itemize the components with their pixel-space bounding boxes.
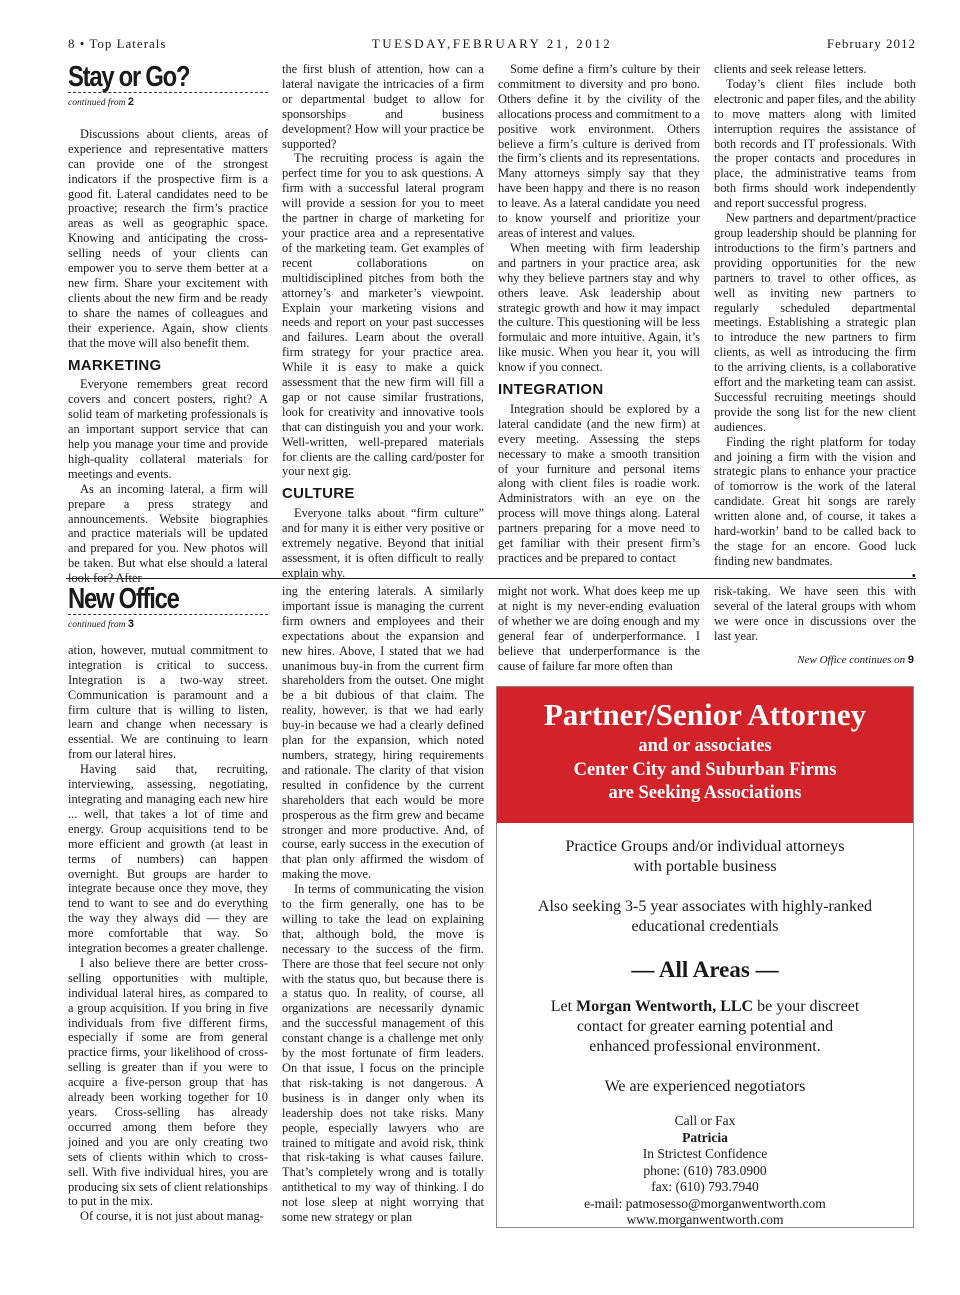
contact-phone: phone: (610) 783.0900 <box>643 1162 767 1178</box>
ad-line: contact for greater earning potential and <box>576 1018 834 1035</box>
paragraph: When meeting with firm leadership and partners in your practice area, ask why they believe partners stay and why others leave. Ask leadership about strategic growth and how it may impact the culture. This questioning will be less formulaic and more intuitive. Again, it’s like music. When you hear it, you will know if you connect. <box>498 240 700 375</box>
office-headline: New Office <box>68 583 179 615</box>
company-name: Morgan Wentworth, LLC <box>576 998 754 1015</box>
paragraph: the first blush of attention, how can a lateral navigate the intricacies of a firm or departmental budget to allow for sponsorships and business development? How will your practice be supported? <box>282 62 484 151</box>
contact-confidence: In Strictest Confidence <box>642 1146 768 1161</box>
paragraph: Some define a firm’s culture by their commitment to diversity and pro bono. Others define it by the civility of the allocations process and commitment to a positive work environment. Others believe a firm’s culture is derived from the firm’s clients and its representations. Many attorneys simply say that they have been happy and there is no reason to leave. As a lateral candidate you need to know yourself and prioritize your areas of interest and values. <box>498 62 700 240</box>
paragraph: The recruiting process is again the perfect time for you to ask questions. A firm with a successful lateral program will provide a session for you to meet the partner in charge of marketing for your practice area and a representative of the marketing team. Get examples of recent collaborations on multidisciplined pitches from both the attorney’s and marketer’s viewpoint. Explain your marketing visions and needs and report on your past successes and failures. Learn about the overall firm strategy for your practice area. While it is easy to make a quick assessment that the new firm will fill a gap or not cause similar frustrations, look for creativity and innovative tools that can distinguish you and your work. Well-written, well-prepared materials for clients are the calling card/poster for your next gig. <box>282 151 484 479</box>
stay-col-2 <box>282 62 484 580</box>
paragraph: might not work. What does keep me up at night is my never-ending evaluation of whether we are doing enough and my general fear of underperformance. I believe that underperformance is the cause of failure far more often than <box>498 584 700 673</box>
page-header <box>68 36 916 54</box>
ad-line: Practice Groups and/or individual attorneys <box>565 838 845 855</box>
page-folio: 8 • Top Laterals <box>68 36 167 51</box>
ad-subtitle: are Seeking Associations <box>608 783 802 803</box>
ad-title: Partner/Senior Attorney <box>543 697 867 732</box>
section-heading-marketing: MARKETING <box>68 356 162 374</box>
paragraph: Discussions about clients, areas of experience and representative matters can provide one of the strongest indicators if the prospective firm is a good fit. Lateral candidates need to be proactive; research the firm’s practice areas as well as geographic space. Knowing and anticipating the cross-selling needs of your clients can empower you to serve them better at a new firm. Share your excitement with clients about the new firm and be ready to share the names of colleagues and their experience. Again, show clients that the move will also benefit them. <box>68 126 268 350</box>
paragraph: New partners and department/practice group leadership should be planning for introductions to the firm’s partners and providing opportunities for the new partners to travel to other offices, as well as inviting new partners to regularly scheduled departmental meetings. Establishing a strategic plan to introduce the new partners to firm clients, as well as introducing the firm to the arriving clients, is a collaborative effort and the marketing team can assist. Successful recruiting meetings should provide the song list for the new client audiences. <box>714 211 916 434</box>
paragraph: I also believe there are better cross-selling opportunities with multiple, individual lateral hires, as compared to a group acquisition. If you bring in five individuals from five different firms, especially if some are from general practice firms, your likelihood of cross-selling is greater than if you were to acquire a five-person group that has already been working together for 10 years. Cross-selling has already occurred among them before they joined and you are only creating two sets of clients within which to cross-sell. With five individual hires, you are producing six sets of client relationships to put in the mix. <box>68 955 268 1209</box>
ad-line: educational credentials <box>631 918 779 935</box>
all-areas: — All Areas — <box>631 957 779 982</box>
section-heading-culture: CULTURE <box>282 485 355 503</box>
contact-email[interactable]: e-mail: patmosesso@morganwentworth.com <box>584 1195 826 1211</box>
office-col-2 <box>282 584 484 1232</box>
paragraph: As an incoming lateral, a firm will prepare a press strategy and announcements. Website biographies and practice materials will be updated and prepared for you. New photos will be taken. But what else should a lateral look for? After <box>68 481 268 586</box>
stay-col-4 <box>714 62 916 583</box>
stay-col-3 <box>498 62 700 570</box>
paragraph: In terms of communicating the vision to the firm generally, one has to be willing to take the lead on explaining that, although bold, the move is necessary to the success of the firm. There are those that feel secure not only with the status quo, but because there is a status quo. In reality, of course, all organizations are necessarily dynamic and the successful management of this constant change is a challenge met only by the most fortunate of firm leaders. On that issue, I focus on the principle that risk-taking is not dangerous. A business is in danger only when its leadership does not take risks. Many people, especially lawyers who are trained to mitigate and avoid risk, think that risk-taking is what causes failure. That’s completely wrong and is totally antithetical to my way of thinking. I do not lose sleep at night worrying that some new strategy or plan <box>282 882 484 1225</box>
paragraph: ation, however, mutual commitment to integration is critical to success. Integration is a two-way street. Communication is paramount and a firm culture that is willing to listen, learn and change when necessary is essential. We are continuing to learn from our lateral hires. <box>68 642 268 762</box>
issue-date: February 2012 <box>826 36 916 51</box>
office-col-3 <box>498 584 700 680</box>
continued-from: continued from 2 <box>68 96 134 108</box>
contact-fax: fax: (610) 793.7940 <box>651 1179 759 1194</box>
contact-name: Patricia <box>682 1129 728 1145</box>
paragraph: Of course, it is not just about manag- <box>80 1209 264 1224</box>
section-divider <box>66 578 916 579</box>
section-heading-integration: INTEGRATION <box>498 381 604 399</box>
continues-on: New Office continues on 9 <box>797 654 914 666</box>
ad-subtitle: Center City and Suburban Firms <box>573 759 837 780</box>
paragraph: risk-taking. We have seen this with several of the lateral groups with whom we were once in discussions over the last year. <box>714 584 916 643</box>
paragraph: clients and seek release letters. <box>714 62 867 76</box>
office-col-4 <box>714 584 916 650</box>
ad-banner <box>497 687 913 823</box>
paragraph: Today’s client files include both electronic and paper files, and the ability to move matters along with limited interruption requires the assistance of both records and IT professionals. With the proper contacts and procedures in place, the administrative teams from both firms should work independently and report successful progress. <box>714 76 916 211</box>
stay-col-1 <box>68 61 268 586</box>
paragraph: Finding the right platform for today and joining a firm with the vision and strategic plans to enhance your practice of tomorrow is the work of the lateral candidate. Great hit songs are rarely written alone and, of course, it takes a hard-workin’ band to be called back to the stage for an encore. Good luck finding new bandmates. <box>714 434 916 568</box>
end-mark: • <box>911 568 916 583</box>
ad-line: with portable business <box>633 858 777 875</box>
page-date: TUESDAY,FEBRUARY 21, 2012 <box>371 36 613 51</box>
recruitment-ad <box>496 686 914 1228</box>
ad-line: enhanced professional environment. <box>589 1038 821 1055</box>
office-col-1 <box>68 584 268 1232</box>
paragraph: Integration should be explored by a lateral candidate (and the new firm) at every meeting. Assessing the steps necessary to make a smooth transition of your furniture and personal items along with client files is roadie work. Administrators with an eye on the process will move things along. Lateral partners preparing for a move need to get familiar with their present firm’s practices and be prepared to contact <box>498 401 700 565</box>
ad-line: We are experienced negotiators <box>604 1078 806 1095</box>
continued-from: continued from 3 <box>68 618 134 630</box>
contact-website[interactable]: www.morganwentworth.com <box>626 1212 784 1227</box>
paragraph: Having said that, recruiting, interviewing, assessing, negotiating, integrating and managing each new hire ... well, that takes a lot of time and energy. Group acquisitions tend to be more efficient and growth (at least in terms of numbers) can happen overnight. But groups are harder to integrate because once they move, they tend to want to see and do everything the way they always did — they are more comfortable that way. So integration becomes a greater challenge. <box>68 762 268 956</box>
ad-line: Let Morgan Wentworth, LLC be your discreet <box>550 998 860 1015</box>
ad-line: Also seeking 3-5 year associates with highly-ranked <box>537 898 873 915</box>
paragraph: ing the entering laterals. A similarly important issue is managing the current firm owners and employees and their expectations about the expansion and new hires. Above, I stated that we had unanimous buy-in from the current firm shareholders from the outset. One might be a bit dubious of that claim. The reality, however, is that we had early buy-in because we had a clearly defined plan for the expansion, which noted numbers, strategy, hiring requirements and rationale. The clarity of that vision resulted in confidence by the current shareholders that each would be more prosperous as the firm grew and became stronger and more productive. And, of course, early success in the execution of that plan only affirmed the wisdom of making the move. <box>282 584 484 882</box>
ad-subtitle: and or associates <box>638 736 772 756</box>
contact-call: Call or Fax <box>674 1113 736 1128</box>
ad-body <box>497 823 913 1229</box>
stay-headline: Stay or Go? <box>68 61 190 93</box>
paragraph: Everyone talks about “firm culture” and for many it is either very positive or extremely negative. Beyond that initial assessment, it is often difficult to really explain why. <box>282 506 484 580</box>
paragraph: Everyone remembers great record covers and concert posters, right? A solid team of marketing professionals is an important support service that can help you manage your time and provide high-quality collateral materials for meetings and events. <box>68 377 268 481</box>
